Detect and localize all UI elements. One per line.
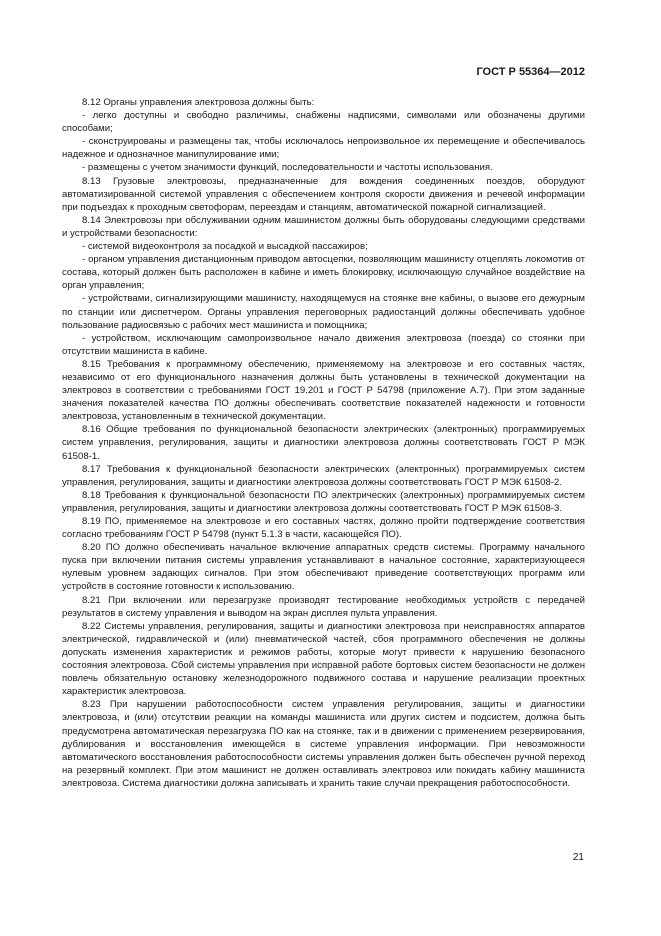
list-item: - системой видеоконтроля за посадкой и высадкой пассажиров;: [82, 241, 368, 253]
clause-8-17: 8.17 Требования к функциональной безопасности электрических (электронных) программируемых систем управления, регулирования, защиты и диагностики электровоза должны соответствовать ГОСТ Р МЭК 61508-2.: [62, 463, 585, 488]
clause-8-20: 8.20 ПО должно обеспечивать начальное включение аппаратных средств системы. Программу начального пуска при включении питания системы управления устанавливают в начальное состояние, характеризующееся нулевым уровнем задающих сигналов. При этом обеспечивают приведение соответствующих программ или устройств в состояние готовности к использованию.: [62, 542, 585, 593]
clause-8-21: 8.21 При включении или перезагрузке производят тестирование необходимых устройств с передачей результатов в систему управления и выводом на экран дисплея пульта управления.: [62, 594, 585, 619]
list-item: - устройством, исключающим самопроизвольное начало движения электровоза (поезда) со стоянки при отсутствии машиниста в кабине.: [62, 332, 585, 357]
list-item: - органом управления дистанционным приводом автосцепки, позволяющим машинисту отцеплять локомотив от состава, который должен быть расположен в кабине и иметь блокировку, исключающую случайное воздействие на орган управления;: [62, 254, 585, 292]
clause-8-13: 8.13 Грузовые электровозы, предназначенные для вождения соединенных поездов, оборудуют автоматизированной системой управления с обеспечением контроля скорости движения и речевой информации при подъездах к проходным светофорам, переездам и станциям, автоматической пожарной сигнализацией.: [62, 175, 585, 213]
clause-8-12: 8.12 Органы управления электровоза должны быть:: [82, 97, 315, 108]
clause-8-22: 8.22 Системы управления, регулирования, защиты и диагностики электровоза при неисправностях аппаратов электрической, гидравлической и (или) пневматической частей, сбоя программного обеспечения не должны допускать изменения характеристик и режимов работы, которые могут привести к нарушению безопасного состояния электровоза. Сбой системы управления при исправной работе бортовых систем безопасности не должен повлечь обязательную остановку железнодорожного подвижного состава и нарушение реализации проектных характеристик электровоза.: [62, 620, 585, 698]
clause-8-23: 8.23 При нарушении работоспособности систем управления регулирования, защиты и диагностики электровоза, и (или) отсутствии реакции на команды машиниста или других систем и подсистем, должна быть предусмотрена автоматическая перезагрузка ПО как на стоянке, так и в движении с применением резервирования, дублирования и восстановления имеющейся в системе управления информации. При невозможности автоматического восстановления работоспособности системы управления должен быть обеспечен ручной переход на резервный комплект. При этом машинист не должен оставливать электровоз или покидать кабину машиниста электровоза. Система диагностики должна записывать и хранить такие случаи прекращения работоспособности.: [62, 699, 585, 789]
list-item: - размещены с учетом значимости функций, последовательности и частоты использования.: [82, 162, 493, 174]
clause-8-14: 8.14 Электровозы при обслуживании одним машинистом должны быть оборудованы следующими средствами и устройствами безопасности:: [62, 214, 585, 239]
page-body: [62, 96, 585, 790]
clause-8-16: 8.16 Общие требования по функциональной безопасности электрических (электронных) программируемых систем управления, регулирования, защиты и диагностики электровоза должны соответствовать ГОСТ Р МЭК 61508-1.: [62, 424, 585, 462]
list-item: - устройствами, сигнализирующими машинисту, находящемуся на стоянке вне кабины, о вызове его дежурным по станции или диспетчером. Органы управления переговорных радиостанций должны обеспечивать удобное пользование радиосвязью с рабочих мест машиниста и помощника;: [62, 293, 585, 331]
page-number: 21: [572, 852, 584, 863]
clause-8-15: 8.15 Требования к программному обеспечению, применяемому на электровозе и его составных частях, независимо от его функционального назначения должны быть установлены в технической документации на электровоз в соответствии с требованиями ГОСТ 19.201 и ГОСТ Р 54798 (приложение А.7). При этом заданные значения показателей качества ПО должны обеспечивать соответствие показателей надежности и готовности электровоза, установленным в технической документации.: [62, 358, 585, 423]
document-header: ГОСТ Р 55364—2012: [476, 66, 585, 78]
list-item: - легко доступны и свободно различимы, снабжены надписями, символами или обозначены другими способами;: [62, 110, 585, 135]
list-item: - сконструированы и размещены так, чтобы исключалось непроизвольное их перемещение и обеспечивалось надежное и однозначное манипулирование ими;: [62, 136, 585, 161]
clause-8-19: 8.19 ПО, применяемое на электровозе и его составных частях, должно пройти подтверждение соответствия согласно требованиям ГОСТ Р 54798 (пункт 5.1.3 в части, касающейся ПО).: [62, 516, 585, 541]
clause-8-18: 8.18 Требования к функциональной безопасности ПО электрических (электронных) программируемых систем управления, регулирования, защиты и диагностики электровоза должны соответствовать ГОСТ Р МЭК 61508-3.: [62, 489, 585, 514]
